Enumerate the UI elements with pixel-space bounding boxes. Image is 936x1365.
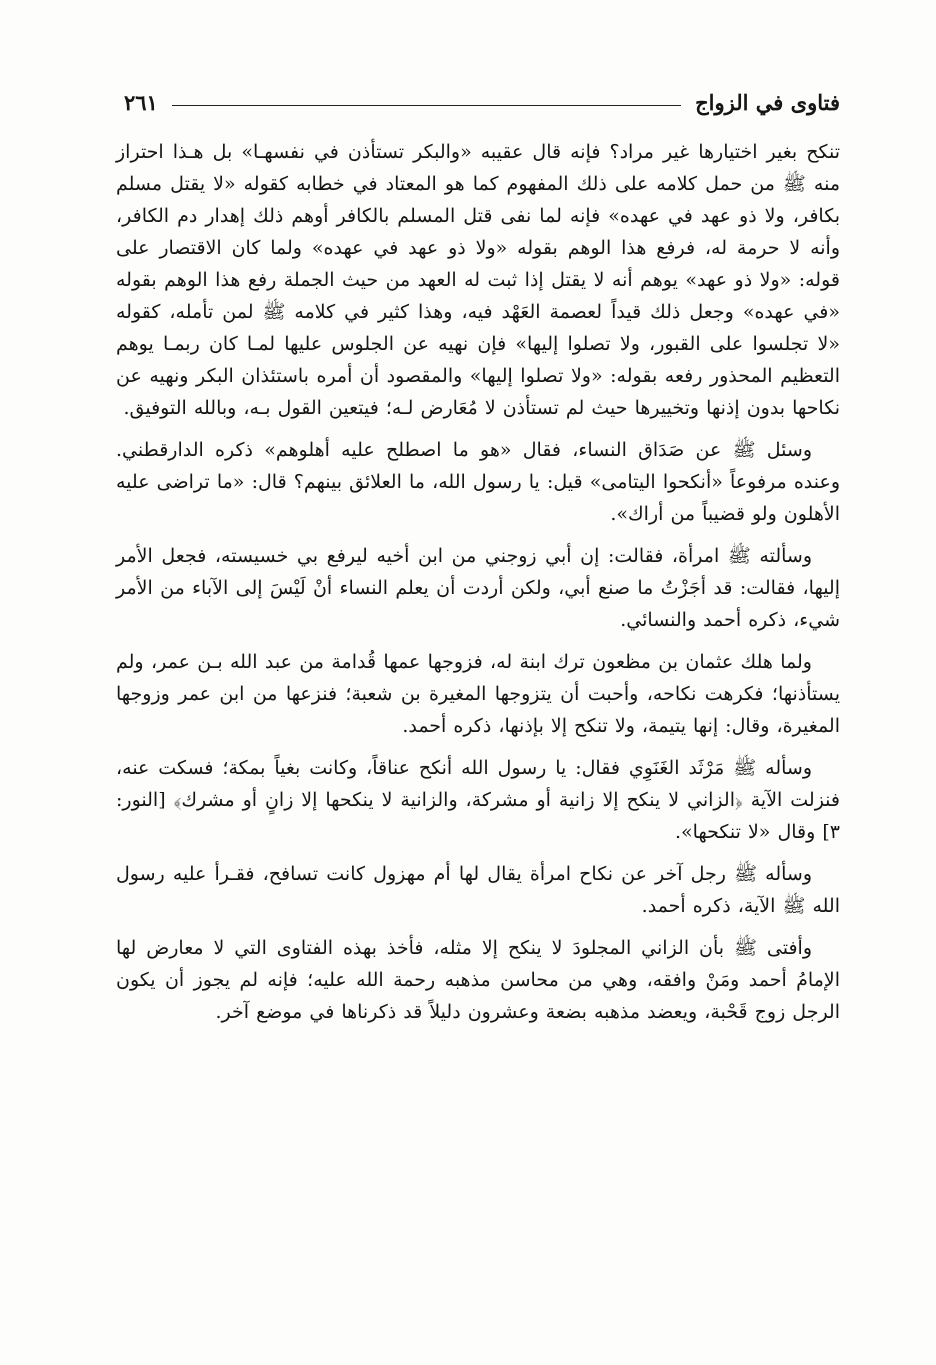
paragraph-fatwa: وأفتى ﷺ بأن الزاني المجلودَ لا ينكح إلا مثله، فأخذ بهذه الفتاوى التي لا معارض لها الإمامُ أحمد ومَنْ وافقه، وهي من محاسن مذهبه رحمة الله عليه؛ فإنه لم يجوز أن يكون الرجل زوج قَحْبة، ويعضد مذهبه بضعة وعشرون دليلاً قد ذكرناها في موضع آخر.	[116, 937, 840, 1023]
paragraph-umm-mahzul: وسأله ﷺ رجل آخر عن نكاح امرأة يقال لها أم مهزول كانت تسافح، فقـرأ عليه رسول الله ﷺ الآية، ذكره أحمد.	[116, 863, 840, 917]
running-title: فتاوى في الزواج	[695, 89, 840, 115]
paragraph-marthad: وسأله ﷺ مَرْثَد الغَنَوِي فقال: يا رسول الله أنكح عناقاً، وكانت بغياً بمكة؛ فسكت عنه، فنزلت الآية ﴿الزاني لا ينكح إلا زانية أو مشركة، والزانية لا ينكحها إلا زانٍ أو مشرك﴾ [النور: ٣] وقال «لا تنكحها».	[116, 757, 840, 843]
paragraph-uthman-daughter: ولما هلك عثمان بن مظعون ترك ابنة له، فزوجها عمها قُدامة من عبد الله بـن عمر، ولم يستأذنها؛ فكرهت نكاحه، وأحبت أن يتزوجها المغيرة بن شعبة؛ فنزعها من ابن عمر وزوجها المغيرة، وقال: إنها يتيمة، ولا تنكح إلا بإذنها، ذكره أحمد.	[116, 651, 840, 737]
header-rule	[172, 105, 681, 106]
paragraph-dowry: وسئل ﷺ عن صَدَاق النساء، فقال «هو ما اصطلح عليه أهلوهم» ذكره الدارقطني. وعنده مرفوعاً «أنكحوا اليتامى» قيل: يا رسول الله، ما العلائق بينهم؟ قال: «ما تراضى عليه الأهلون ولو قضيباً من أراك».	[116, 439, 841, 525]
paragraph-continuation: تنكح بغير اختيارها غير مراد؟ فإنه قال عقيبه «والبكر تستأذن في نفسهـا» بل هـذا احتراز منه ﷺ من حمل كلامه على ذلك المفهوم كما هو المعتاد في خطابه كقوله «لا يقتل مسلم بكافر، ولا ذو عهد في عهده» فإنه لما نفى قتل المسلم بالكافر أوهم ذلك إهدار دم الكافر، وأنه لا حرمة له، فرفع هذا الوهم بقوله «ولا ذو عهد في عهده» ولما كان الاقتصار على قوله: «ولا ذو عهد» يوهم أنه لا يقتل إذا ثبت له العهد من حيث الجملة رفع هذا الوهم بقوله «في عهده» وجعل ذلك قيداً لعصمة العَهْد فيه، وهذا كثير في كلامه ﷺ لمن تأمله، كقوله «لا تجلسوا على القبور، ولا تصلوا إليها» فإن نهيه عن الجلوس عليها لمـا كان ربمـا يوهم التعظيم المحذور رفعه بقوله: «ولا تصلوا إليها» والمقصود أن أمره باستئذان البكر ونهيه عن نكاحها بدون إذنها وتخييرها حيث لم تستأذن لا مُعَارض لـه؛ فيتعين القول بـه، وبالله التوفيق.	[116, 141, 840, 419]
page-header	[116, 84, 840, 120]
book-page	[116, 80, 840, 1300]
paragraph-woman-question: وسألته ﷺ امرأة، فقالت: إن أبي زوجني من ابن أخيه ليرفع بي خسيسته، فجعل الأمر إليها، فقالت: قد أجَزْتُ ما صنع أبي، ولكن أردت أن يعلم النساء أنْ لَيْسَ إلى الآباء من الأمر شيء، ذكره أحمد والنسائي.	[116, 545, 840, 631]
page-body	[116, 136, 840, 1028]
page-number: ٢٦١	[124, 89, 158, 115]
